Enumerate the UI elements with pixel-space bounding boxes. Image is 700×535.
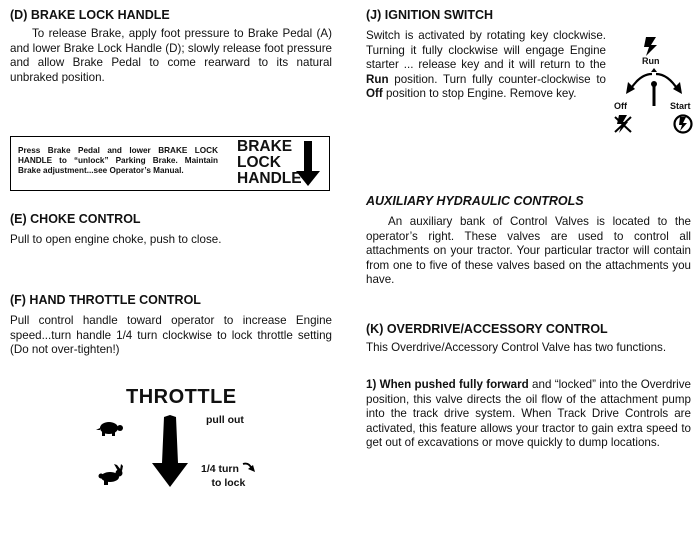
ignition-diagram bbox=[612, 30, 696, 140]
pull-out-label: pull out bbox=[206, 414, 244, 426]
hand-throttle-body: Pull control handle toward operator to increase Engine speed...turn handle 1/4 turn clockwise to lock throttle setting (Do not over-tighten!) bbox=[10, 314, 332, 357]
turn-arrow-icon bbox=[242, 461, 256, 473]
brake-lock-heading: (D) BRAKE LOCK HANDLE bbox=[10, 8, 170, 22]
quarter-turn-line-2: to lock bbox=[211, 477, 246, 489]
turtle-icon bbox=[96, 419, 124, 437]
brake-notice-title bbox=[237, 139, 302, 187]
overdrive-body: This Overdrive/Accessory Control Valve has two functions. bbox=[366, 341, 667, 354]
rabbit-icon bbox=[98, 464, 124, 486]
overdrive-item-1 bbox=[366, 378, 691, 451]
engine-off-icon bbox=[614, 114, 632, 134]
ignition-off-label: Off bbox=[614, 101, 627, 111]
ignition-body-off: Off bbox=[366, 87, 383, 101]
brake-lock-body: To release Brake, apply foot pressure to Brake Pedal (A) and lower Brake Lock Handle (D); slowly release foot pressure and allow Brake Pedal to come rearward to its natural unbraked position. bbox=[10, 27, 332, 84]
throttle-graphic-title: THROTTLE bbox=[126, 386, 237, 408]
hand-throttle-heading: (F) HAND THROTTLE CONTROL bbox=[10, 293, 201, 307]
brake-notice-text: Press Brake Pedal and lower BRAKE LOCK HANDLE to “unlock” Parking Brake. Maintain Brake adjustment...see Operator’s Manual. bbox=[18, 146, 218, 176]
ignition-body bbox=[366, 29, 606, 102]
aux-hydraulic-body: An auxiliary bank of Control Valves is located to the operator’s right. These valves are used to control all attachments on your tractor. Your particular tractor will contain from one to five of these valves based on the attachments you have. bbox=[366, 215, 691, 287]
engine-start-icon bbox=[672, 112, 694, 134]
quarter-turn-label bbox=[201, 461, 256, 490]
throttle-down-arrow-icon bbox=[150, 415, 190, 487]
ignition-body-part-1: Switch is activated by rotating key clockwise. Turning it fully clockwise will engage Engine starter ... release key and it will return to the bbox=[366, 29, 606, 72]
ignition-start-label: Start bbox=[670, 101, 691, 111]
notice-title-line-3: HANDLE bbox=[237, 170, 302, 187]
choke-body: Pull to open engine choke, push to close. bbox=[10, 233, 222, 246]
ignition-body-run: Run bbox=[366, 72, 389, 86]
ignition-body-part-3: position to stop Engine. Remove key. bbox=[382, 87, 577, 101]
engine-run-icon bbox=[640, 35, 662, 57]
ignition-run-label: Run bbox=[642, 56, 660, 66]
overdrive-item-1-rest: and “locked” into the Overdrive position, this valve directs the oil flow of the attachment pump into the track drive system. When Track Drive Controls are activated, this feature allows your tractor to gain extra speed to get out of excavations or move quickly to dump locations. bbox=[366, 378, 691, 450]
overdrive-heading: (K) OVERDRIVE/ACCESSORY CONTROL bbox=[366, 322, 608, 336]
throttle-graphic bbox=[94, 386, 294, 489]
ignition-heading: (J) IGNITION SWITCH bbox=[366, 8, 494, 22]
notice-title-line-1: BRAKE bbox=[237, 138, 293, 155]
quarter-turn-line-1: 1/4 turn bbox=[201, 463, 239, 475]
overdrive-item-1-lead: 1) When pushed fully forward bbox=[366, 378, 529, 391]
notice-title-line-2: LOCK bbox=[237, 154, 281, 171]
down-arrow-icon bbox=[295, 141, 321, 187]
ignition-body-part-2: position. Turn fully counter-clockwise to bbox=[388, 72, 606, 86]
aux-hydraulic-heading: AUXILIARY HYDRAULIC CONTROLS bbox=[366, 194, 584, 208]
choke-heading: (E) CHOKE CONTROL bbox=[10, 212, 141, 226]
brake-notice-box bbox=[10, 136, 330, 191]
